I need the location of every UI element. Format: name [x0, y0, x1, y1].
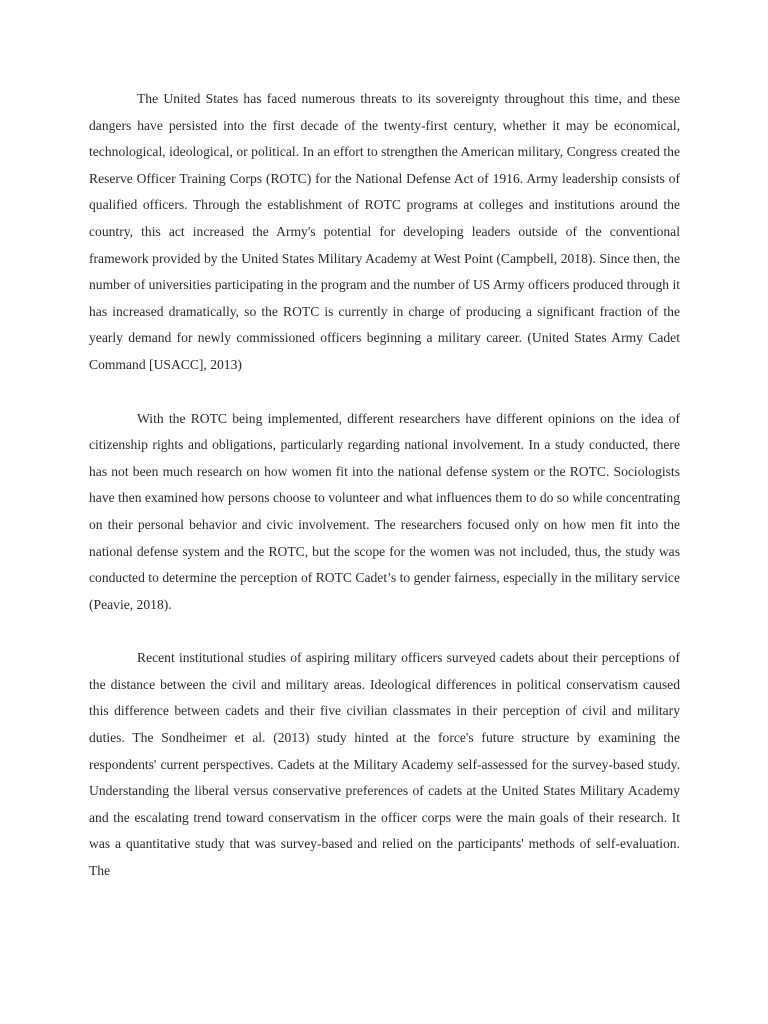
paragraph-institutional-studies: Recent institutional studies of aspiring military officers surveyed cadets about their perceptions of the distance between the civil and military areas. Ideological differences in political conservatism caused this difference between cadets and their five civilian classmates in their perception of civil and military duties. The Sondheimer et al. (2013) study hinted at the force's future structure by examining the respondents' current perspectives. Cadets at the Military Academy self-assessed for the survey-based study. Understanding the liberal versus conservative preferences of cadets at the United States Military Academy and the escalating trend toward conservatism in the officer corps were the main goals of their research. It was a quantitative study that was survey-based and relied on the participants' methods of self-evaluation. The: [89, 650, 680, 879]
paragraph-citizenship-gender: With the ROTC being implemented, different researchers have different opinions on the idea of citizenship rights and obligations, particularly regarding national involvement. In a study conducted, there has not been much research on how women fit into the national defense system or the ROTC. Sociologists have then examined how persons choose to volunteer and what influences them to do so while concentrating on their personal behavior and civic involvement. The researchers focused only on how men fit into the national defense system and the ROTC, but the scope for the women was not included, thus, the study was conducted to determine the perception of ROTC Cadet’s to gender fairness, especially in the military service (Peavie, 2018).: [89, 410, 680, 612]
paragraph-rotc-history: The United States has faced numerous threats to its sovereignty throughout this time, and these dangers have persisted into the first decade of the twenty-first century, whether it may be economical, technological, ideological, or political. In an effort to strengthen the American military, Congress created the Reserve Officer Training Corps (ROTC) for the National Defense Act of 1916. Army leadership consists of qualified officers. Through the establishment of ROTC programs at colleges and institutions around the country, this act increased the Army's potential for developing leaders outside of the conventional framework provided by the United States Military Academy at West Point (Campbell, 2018). Since then, the number of universities participating in the program and the number of US Army officers produced through it has increased dramatically, so the ROTC is currently in charge of producing a significant fraction of the yearly demand for newly commissioned officers beginning a military career. (United States Army Cadet Command [USACC], 2013): [89, 91, 680, 372]
